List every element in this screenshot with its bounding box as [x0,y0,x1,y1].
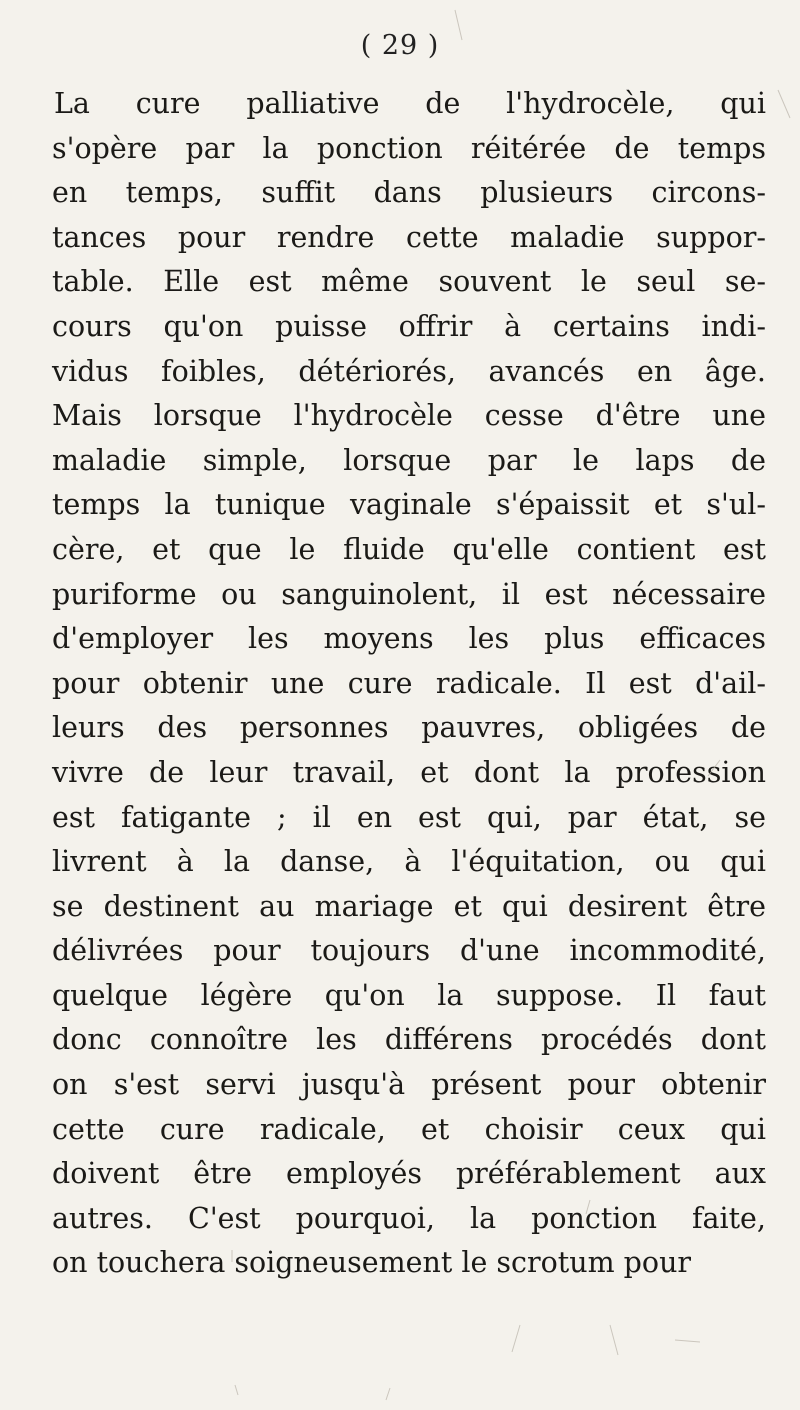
text-line: tances pour rendre cette maladie suppor- [52,220,766,254]
text-line: Mais lorsque l'hydrocèle cesse d'être une [52,399,766,433]
text-line: cours qu'on puisse offrir à certains indi- [52,309,766,343]
page-number: ( 29 ) [360,30,440,61]
body-text [52,82,766,1286]
text-line: se destinent au mariage et qui desirent être [52,889,766,923]
text-line: vidus foibles, détériorés, avancés en âge. [52,354,766,388]
text-line: pour obtenir une cure radicale. Il est d'ail- [52,666,766,700]
text-line: vivre de leur travail, et dont la profession [52,755,766,789]
text-line: leurs des personnes pauvres, obligées de [52,711,766,745]
text-line: s'opère par la ponction réitérée de temps [52,131,766,165]
text-line: maladie simple, lorsque par le laps de [52,443,766,477]
text-line: est fatigante ; il en est qui, par état, se [52,800,766,834]
text-line: doivent être employés préférablement aux [52,1157,766,1191]
text-line: on s'est servi jusqu'à présent pour obtenir [52,1068,766,1102]
text-line: d'employer les moyens les plus efficaces [52,622,766,656]
text-line: délivrées pour toujours d'une incommodité, [52,934,766,968]
text-line: table. Elle est même souvent le seul se- [52,265,766,299]
text-line: cère, et que le fluide qu'elle contient est [52,532,766,566]
text-line: puriforme ou sanguinolent, il est nécessaire [52,577,766,611]
text-line: quelque légère qu'on la suppose. Il faut [52,978,766,1012]
text-line: La cure palliative de l'hydrocèle, qui [54,87,766,120]
text-line: donc connoître les différens procédés dont [52,1023,766,1057]
text-line: autres. C'est pourquoi, la ponction faite, [52,1201,766,1235]
text-line: livrent à la danse, à l'équitation, ou qui [52,845,766,879]
text-line: en temps, suffit dans plusieurs circons- [52,176,766,210]
text-line: cette cure radicale, et choisir ceux qui [52,1112,766,1146]
text-line: on touchera soigneusement le scrotum pour [52,1246,692,1280]
text-line: temps la tunique vaginale s'épaissit et s'ul- [52,488,766,522]
